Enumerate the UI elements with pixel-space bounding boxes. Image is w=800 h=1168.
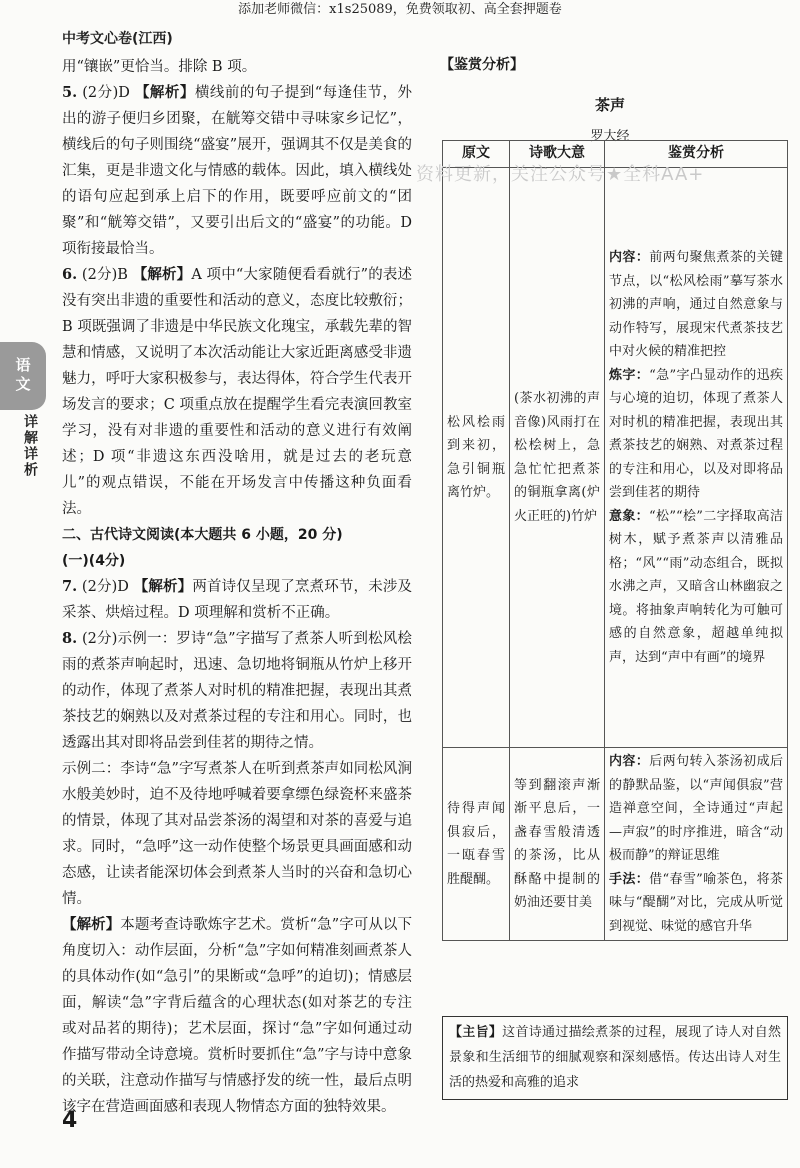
- table-row: [443, 168, 788, 748]
- poem-author: 罗大经: [590, 129, 630, 144]
- q8-number: 8.: [62, 630, 78, 647]
- q7-score: (2分)D: [81, 579, 129, 595]
- q7-number: 7.: [62, 578, 78, 595]
- row1-lianzi-text: “急”字凸显动作的迅疾与心境的迫切，体现了煮茶人对时机的精准把握，表现出其煮茶技艺的娴熟、对煮茶过程的专注和用心，以及对即将品尝到佳茗的期待: [609, 367, 783, 500]
- theme-box: [442, 1016, 788, 1100]
- row2-meaning: 等到翻滚声渐渐平息后，一盏春雪般清透的茶汤，比从酥酪中提制的奶油还要甘美: [510, 748, 605, 941]
- row2-content-label: 内容：: [609, 754, 650, 769]
- side-section-label: 详解详析: [22, 414, 38, 478]
- row2-shoufa-text: 借“春雪”喻茶色，将茶味与“醍醐”对比，完成从听觉到视觉、味觉的感官升华: [609, 871, 783, 934]
- header-label: 中考文心卷(江西): [62, 31, 173, 47]
- watermark-text: 资料更新，关注公众号★全科AA+: [416, 164, 705, 185]
- q6-text: A 项中“大家随便看看就行”的表述没有突出非遗的重要性和活动的意义，态度比较敷衍；B 项既强调了非遗是中华民族文化瑰宝，承载先辈的智慧和情感，又说明了本次活动能让大家近距离感受非遗魅力，呼吁大家积极参与，表达得体，符合学生代表开场发言的要求；C 项重点放在提醒学生看完表演回教室学习，没有对非遗的重要性和活动的意义进行有效阐述；D 项“非遗这东西没啥用，就是过去的老玩意儿”的观点错误，不能在开场发言中传播这种负面看法。: [62, 267, 413, 517]
- q8-analysis: [62, 912, 412, 1120]
- section-2-title: 二、古代诗文阅读(本大题共 6 小题，20 分): [62, 527, 343, 543]
- poem-title: 茶声: [594, 96, 625, 114]
- theme-text: 这首诗通过描绘煮茶的过程，展现了诗人对自然景象和生活细节的细腻观察和深刻感悟。传达出诗人对生活的热爱和高雅的追求: [449, 1025, 781, 1090]
- row2-original: 待得声闻俱寂后，一瓯春雪胜醍醐。: [443, 748, 510, 941]
- row1-appreciation: [605, 168, 788, 748]
- appreciation-title: 【鉴赏分析】: [440, 57, 524, 73]
- q5-text: 横线前的句子提到“每逢佳节，外出的游子便归乡团聚，在觥筹交错中寻味家乡记忆”，横线后的句子则围绕“盛宴”展开，强调其不仅是美食的汇集，更是非遗文化与情感的载体。因此，填入横线处的语句应起到承上启下的作用，既要呼应前文的“团聚”和“觥筹交错”，又要引出后文的“盛宴”的功能。D 项衔接最恰当。: [62, 85, 412, 257]
- q8-jiexi-tag: 【解析】: [62, 916, 121, 933]
- q6-jiexi-tag: 【解析】: [132, 266, 192, 283]
- table-row: [443, 748, 788, 941]
- q6-number: 6.: [62, 266, 78, 283]
- row1-content-text: 前两句聚焦煮茶的关键节点，以“松风桧雨”摹写茶水初沸的声响，通过自然意象与动作特写，展现宋代煮茶技艺中对火候的精准把控: [609, 250, 783, 359]
- q8-analysis-text: 本题考查诗歌炼字艺术。赏析“急”字可从以下角度切入：动作层面，分析“急”字如何精准刻画煮茶人的具体动作(如“急引”的果断或“急呼”的迫切)；情感层面，解读“急”字背后蕴含的心理状态(如对茶艺的专注或对品茗的期待)；艺术层面，探讨“急”字如何通过动作描写带动全诗意境。赏析时要抓住“急”字与诗中意象的关联，注意动作描写与情感抒发的统一性，最后点明该字在营造画面感和表现人物情态方面的独特效果。: [62, 917, 412, 1115]
- q7-text: 两首诗仅呈现了烹煮环节，未涉及采茶、烘焙过程。D 项理解和赏析不正确。: [62, 579, 413, 621]
- top-banner: 添加老师微信：x1s25089，免费领取初、高全套押题卷: [238, 2, 562, 17]
- q5-jiexi-tag: 【解析】: [134, 84, 195, 101]
- left-column: [62, 54, 412, 1120]
- q6-score: (2分)B: [81, 267, 128, 283]
- theme-label: 【主旨】: [449, 1025, 503, 1040]
- header-original: 原文: [443, 141, 510, 168]
- row2-appreciation: [605, 748, 788, 941]
- q5-answer: [62, 80, 412, 262]
- row1-lianzi-label: 炼字：: [609, 367, 650, 383]
- row2-shoufa-label: 手法：: [609, 871, 650, 887]
- right-column: [440, 54, 780, 144]
- row1-content-label: 内容：: [609, 250, 650, 265]
- row2-content-text: 后两句转入茶汤初成后的静默品鉴，以“声闻俱寂”营造禅意空间，全诗通过“声起—声寂”的时序推进，暗含“动极而静”的辩证思维: [609, 754, 783, 863]
- poem-analysis-table: [442, 140, 788, 941]
- q6-answer: [62, 262, 412, 522]
- subject-tab: 语文: [0, 342, 46, 410]
- row1-yixiang-label: 意象：: [609, 508, 650, 524]
- row1-original: 松风桧雨到来初，急引铜瓶离竹炉。: [443, 168, 510, 748]
- q7-answer: [62, 574, 412, 626]
- subsection-1-title: (一)(4分): [62, 553, 126, 569]
- q8-text: (2分)示例一：罗诗“急”字描写了煮茶人听到松风桧雨的煮茶声响起时，迅速、急切地将铜瓶从竹炉上移开的动作，体现了煮茶人对时机的精准把握，表现出其煮茶技艺的娴熟以及对煮茶过程的专注和用心。同时，也透露出其对即将品尝到佳茗的期待之情。: [62, 631, 412, 751]
- row1-meaning: (茶水初沸的声音像)风雨打在松桧树上，急急忙忙把煮茶的铜瓶拿离(炉火正旺的)竹炉: [510, 168, 605, 748]
- q4-tail: 用“镶嵌”更恰当。排除 B 项。: [62, 59, 257, 75]
- header-meaning: 诗歌大意: [510, 141, 605, 168]
- header-appreciation: 鉴赏分析: [605, 141, 788, 168]
- q7-jiexi-tag: 【解析】: [133, 578, 193, 595]
- q8-answer: [62, 626, 412, 756]
- q5-number: 5.: [62, 84, 78, 101]
- page-number: 4: [62, 1108, 78, 1133]
- row1-yixiang-text: “松”“桧”二字择取高洁树木，赋予煮茶声以清雅品格；“风”“雨”动态组合，既拟水沸之声，又暗含山林幽寂之境。将抽象声响转化为可触可感的自然意象，超越单纯拟声，达到“声中有画”的境界: [609, 508, 783, 665]
- q5-score: (2分)D: [82, 85, 130, 101]
- q8-example-2: 示例二：李诗“急”字写煮茶人在听到煮茶声如同松风涧水般美妙时，迫不及待地呼喊着要拿缥色绿瓷杯来盛茶的情景，体现了其对品尝茶汤的渴望和对茶的喜爱与追求。同时，“急呼”这一动作使整个场景更具画面感和动态感，让读者能深切体会到煮茶人当时的兴奋和急切心情。: [62, 761, 412, 907]
